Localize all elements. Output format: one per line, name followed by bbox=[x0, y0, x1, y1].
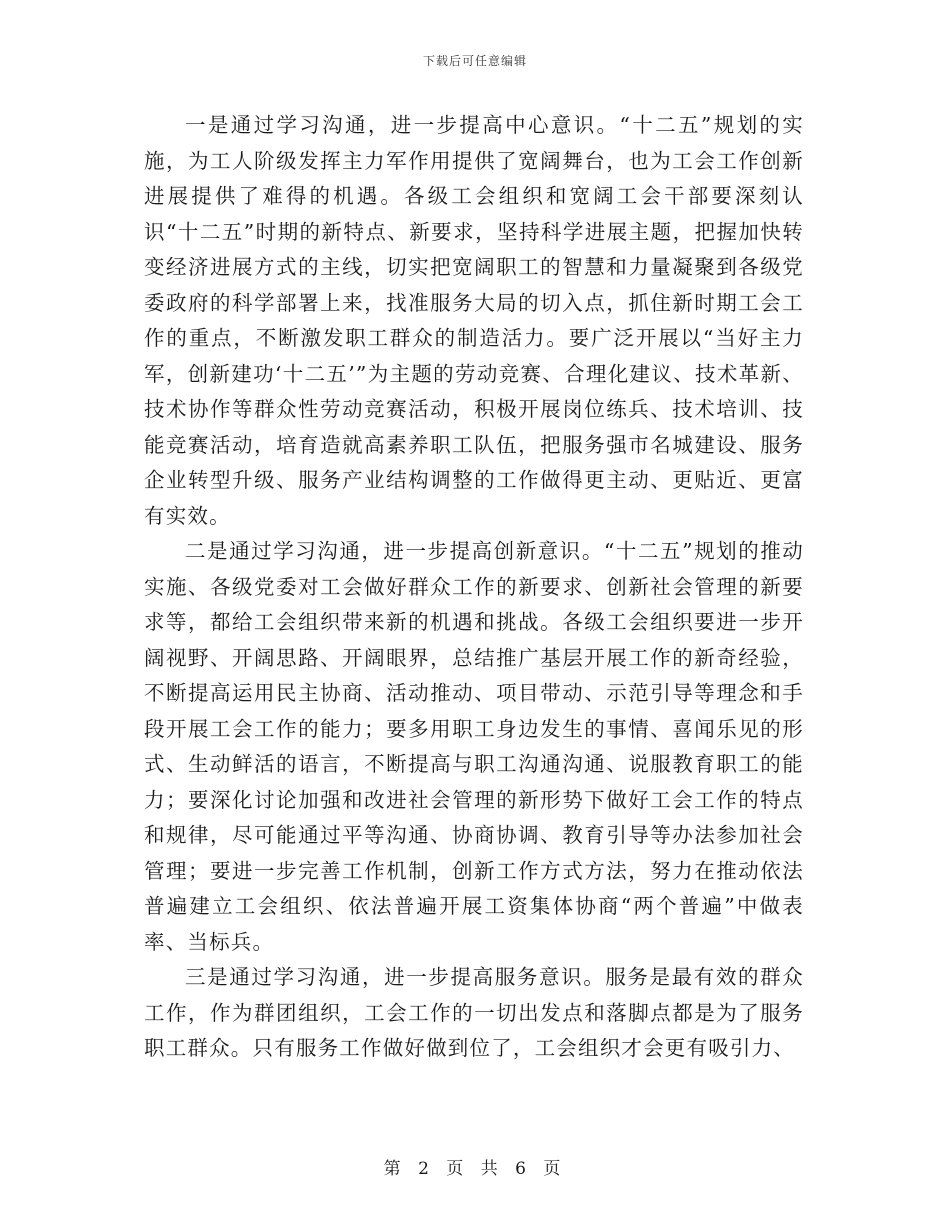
footer-suffix: 页 bbox=[543, 1159, 567, 1179]
footer-total-pages: 6 bbox=[515, 1159, 532, 1179]
footer-current-page: 2 bbox=[418, 1159, 435, 1179]
paragraph-2: 二是通过学习沟通，进一步提高创新意识。“十二五”规划的推动实施、各级党委对工会做好群众工作的新要求、创新社会管理的新要求等，都给工会组织带来新的机遇和挑战。各级工会组织要进一步开阔视野、开阔思路、开阔眼界，总结推广基层开展工作的新奇经验，不断提高运用民主协商、活动推动、项目带动、示范引导等理念和手段开展工会工作的能力；要多用职工身边发生的事情、喜闻乐见的形式、生动鲜活的语言，不断提高与职工沟通沟通、说服教育职工的能力；要深化讨论加强和改进社会管理的新形势下做好工会工作的特点和规律，尽可能通过平等沟通、协商协调、教育引导等办法参加社会管理；要进一步完善工作机制，创新工作方式方法，努力在推动依法普遍建立工会组织、依法普遍开展工资集体协商“两个普遍”中做表率、当标兵。 bbox=[144, 539, 804, 954]
page-header: 下载后可任意编辑 bbox=[422, 54, 527, 68]
document-body bbox=[144, 108, 804, 1067]
footer-prefix: 第 bbox=[383, 1159, 407, 1179]
page-footer bbox=[0, 1154, 950, 1179]
footer-middle: 页 共 bbox=[446, 1159, 504, 1179]
paragraph-3: 三是通过学习沟通，进一步提高服务意识。服务是最有效的群众工作，作为群团组织，工会工作的一切出发点和落脚点都是为了服务职工群众。只有服务工作做好做到位了，工会组织才会更有吸引力、 bbox=[144, 965, 804, 1060]
paragraph-1: 一是通过学习沟通，进一步提高中心意识。“十二五”规划的实施，为工人阶级发挥主力军作用提供了宽阔舞台，也为工会工作创新进展提供了难得的机遇。各级工会组织和宽阔工会干部要深刻认识“十二五”时期的新特点、新要求，坚持科学进展主题，把握加快转变经济进展方式的主线，切实把宽阔职工的智慧和力量凝聚到各级党委政府的科学部署上来，找准服务大局的切入点，抓住新时期工会工作的重点，不断激发职工群众的制造活力。要广泛开展以“当好主力军，创新建功‘十二五’”为主题的劳动竞赛、合理化建议、技术革新、技术协作等群众性劳动竞赛活动，积极开展岗位练兵、技术培训、技能竞赛活动，培育造就高素养职工队伍，把服务强市名城建设、服务企业转型升级、服务产业结构调整的工作做得更主动、更贴近、更富有实效。 bbox=[144, 113, 804, 528]
